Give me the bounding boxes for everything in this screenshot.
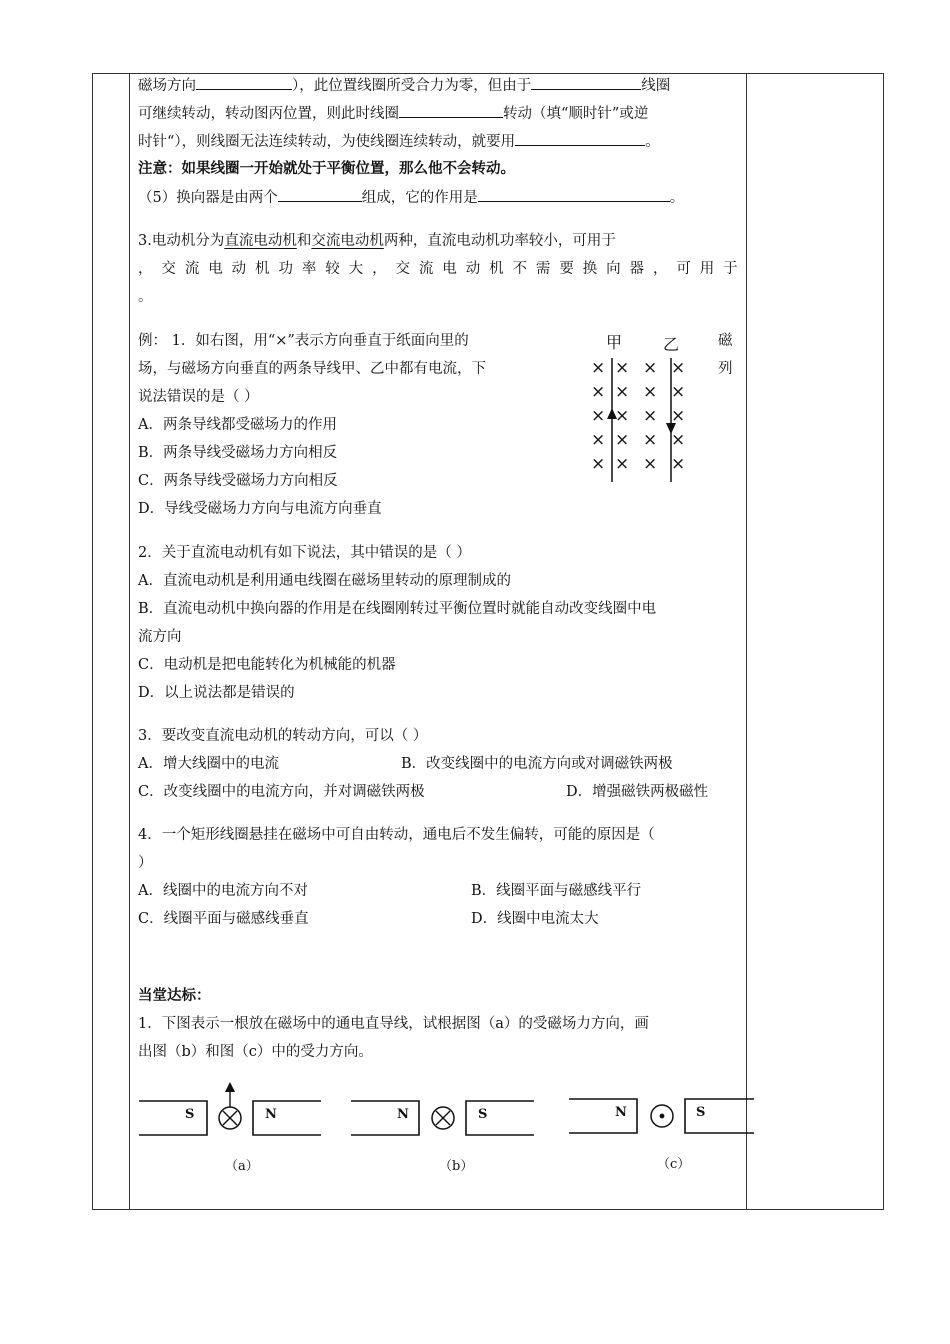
justified-char: 大 [348,261,364,277]
justified-char: 功 [278,261,293,277]
example1-option-b: B．两条导线受磁场力方向相反 [138,445,338,461]
q2-option-a: A．直流电动机是利用通电线圈在磁场里转动的原理制成的 [138,573,511,589]
justified-char: 动 [231,261,247,277]
justified-char: 动 [465,261,481,277]
section1-line3: 时针“），则线圈无法连续转动，为使线圈连续转动，就要用 。 [138,131,660,152]
figure-c [569,1099,754,1133]
field-cross-icon: × [671,454,686,474]
field-cross-icon: × [615,430,630,450]
justified-char: 电 [208,261,223,277]
justified-char: ， [372,261,387,277]
pole-label: S [696,1105,706,1120]
practice-line2: 出图（b）和图（c）中的受力方向。 [138,1044,373,1060]
justified-char: 可 [676,261,691,277]
justified-char: 电 [442,261,457,277]
magnet-left-a [139,1101,207,1135]
justified-char: 向 [606,261,621,277]
field-cross-icon: × [615,406,630,426]
figure-caption: （c） [657,1157,691,1172]
field-figure [588,330,708,490]
figure-b [351,1101,534,1135]
justified-char: 机 [489,261,504,277]
field-cross-icon: × [591,454,606,474]
field-cross-icon: × [615,382,630,402]
column-divider-left [129,73,130,1210]
field-cross-icon: × [671,358,686,378]
example1-line2: 场，与磁场方向垂直的两条导线甲、乙中都有电流，下 [138,361,486,377]
pole-label: N [615,1105,627,1120]
field-cross-icon: × [591,430,606,450]
justified-char: 用 [699,261,715,277]
figure-a [139,1082,321,1135]
blank [399,103,503,118]
field-cross-icon: × [615,454,630,474]
field-cross-icon: × [643,358,658,378]
practice-title: 当堂达标： [138,987,211,1004]
magnet-right-b [466,1101,534,1135]
blank [531,75,641,90]
example1-line1-right: 磁 [718,333,733,349]
field-cross-icon: × [591,406,606,426]
blank [196,75,292,90]
figure-caption: （b） [439,1159,474,1174]
q3-option-a: A．增大线圈中的电流 [138,756,279,772]
magnet-figure [129,1078,759,1178]
field-cross-icon: × [591,382,606,402]
figure-caption: （a） [225,1159,259,1174]
practice-line1: 1．下图表示一根放在磁场中的通电直导线，试根据图（a）的受磁场力方向，画 [138,1016,649,1032]
q2-stem: 2．关于直流电动机有如下说法，其中错误的是（ ） [138,545,471,561]
q4-stem-cont: ） [138,855,153,871]
section1-line2: 可继续转动，转动图丙位置，则此时线圈 转动（填“顺时针”或逆 [138,103,648,124]
label-jia: 甲 [606,333,623,352]
justified-char: 不 [512,261,527,277]
example1-option-a: A．两条导线都受磁场力的作用 [138,417,337,433]
section3-line1: 3.电动机分为直流电动机和交流电动机两种，直流电动机功率较小，可用于 [138,233,616,249]
justified-char: 交 [161,261,176,277]
magnet-right-a [253,1101,321,1135]
example1-option-c: C．两条导线受磁场力方向相反 [138,473,338,489]
blank [478,187,670,202]
field-cross-icon: × [671,406,686,426]
q3-stem: 3．要改变直流电动机的转动方向，可以（ ） [138,728,428,744]
q4-option-a: A．线圈中的电流方向不对 [138,883,308,899]
q2-option-b-cont: 流方向 [138,629,182,645]
q4-option-d: D．线圈中电流太大 [471,911,599,927]
note-text: 注意：如果线圈一开始就处于平衡位置，那么他不会转动。 [138,160,515,177]
blank [278,187,362,202]
justified-char: 流 [418,261,434,277]
section1-line5: （5）换向器是由两个 组成，它的作用是 。 [138,187,684,208]
q3-option-b: B．改变线圈中的电流方向或对调磁铁两极 [401,756,673,772]
pole-label: N [265,1107,277,1122]
field-cross-icon: × [643,430,658,450]
justified-char: 要 [559,261,574,277]
blank [515,131,645,146]
example1-line2-right: 列 [718,361,733,377]
q4-option-b: B．线圈平面与磁感线平行 [471,883,642,899]
pole-label: N [397,1107,409,1122]
justified-char: 换 [582,261,598,277]
field-cross-icon: × [591,358,606,378]
section1-line1: 磁场方向 ），此位置线圈所受合力为零，但由于 线圈 [138,75,670,96]
field-cross-icon: × [671,430,686,450]
example1-line1: 例： 1．如右图，用“×”表示方向垂直于纸面向里的 [138,333,469,349]
field-cross-icon: × [643,454,658,474]
column-divider-right [746,73,747,1210]
justified-char: ， [138,261,153,277]
field-cross-icon: × [643,406,658,426]
q3-option-d: D．增强磁铁两极磁性 [566,784,709,800]
example1-line3: 说法错误的是（ ） [138,389,259,405]
field-cross-icon: × [615,358,630,378]
example1-option-d: D．导线受磁场力方向与电流方向垂直 [138,501,382,517]
section3-line2 [138,259,738,279]
field-cross-icon: × [643,382,658,402]
q4-option-c: C．线圈平面与磁感线垂直 [138,911,309,927]
justified-char: 交 [395,261,410,277]
justified-char: 需 [535,261,551,277]
pole-label: S [478,1107,488,1122]
arrow-up-icon [225,1082,235,1092]
justified-char: 器 [629,261,645,277]
justified-char: 于 [723,261,738,277]
q2-option-d: D．以上说法都是错误的 [138,685,295,701]
label-yi: 乙 [663,335,680,354]
justified-char: 流 [184,261,200,277]
section3-line3: 。 [138,289,153,305]
q2-option-c: C．电动机是把电能转化为机械能的机器 [138,657,396,673]
justified-char: 较 [325,261,340,277]
justified-char: 率 [301,261,317,277]
field-cross-icon: × [671,382,686,402]
q4-stem: 4．一个矩形线圈悬挂在磁场中可自由转动，通电后不发生偏转，可能的原因是（ [138,827,655,843]
pole-label: S [185,1107,195,1122]
q3-option-c: C．改变线圈中的电流方向，并对调磁铁两极 [138,784,425,800]
justified-char: ， [652,261,668,277]
q2-option-b: B．直流电动机中换向器的作用是在线圈刚转过平衡位置时就能自动改变线圈中电 [138,601,657,617]
justified-char: 机 [255,261,270,277]
